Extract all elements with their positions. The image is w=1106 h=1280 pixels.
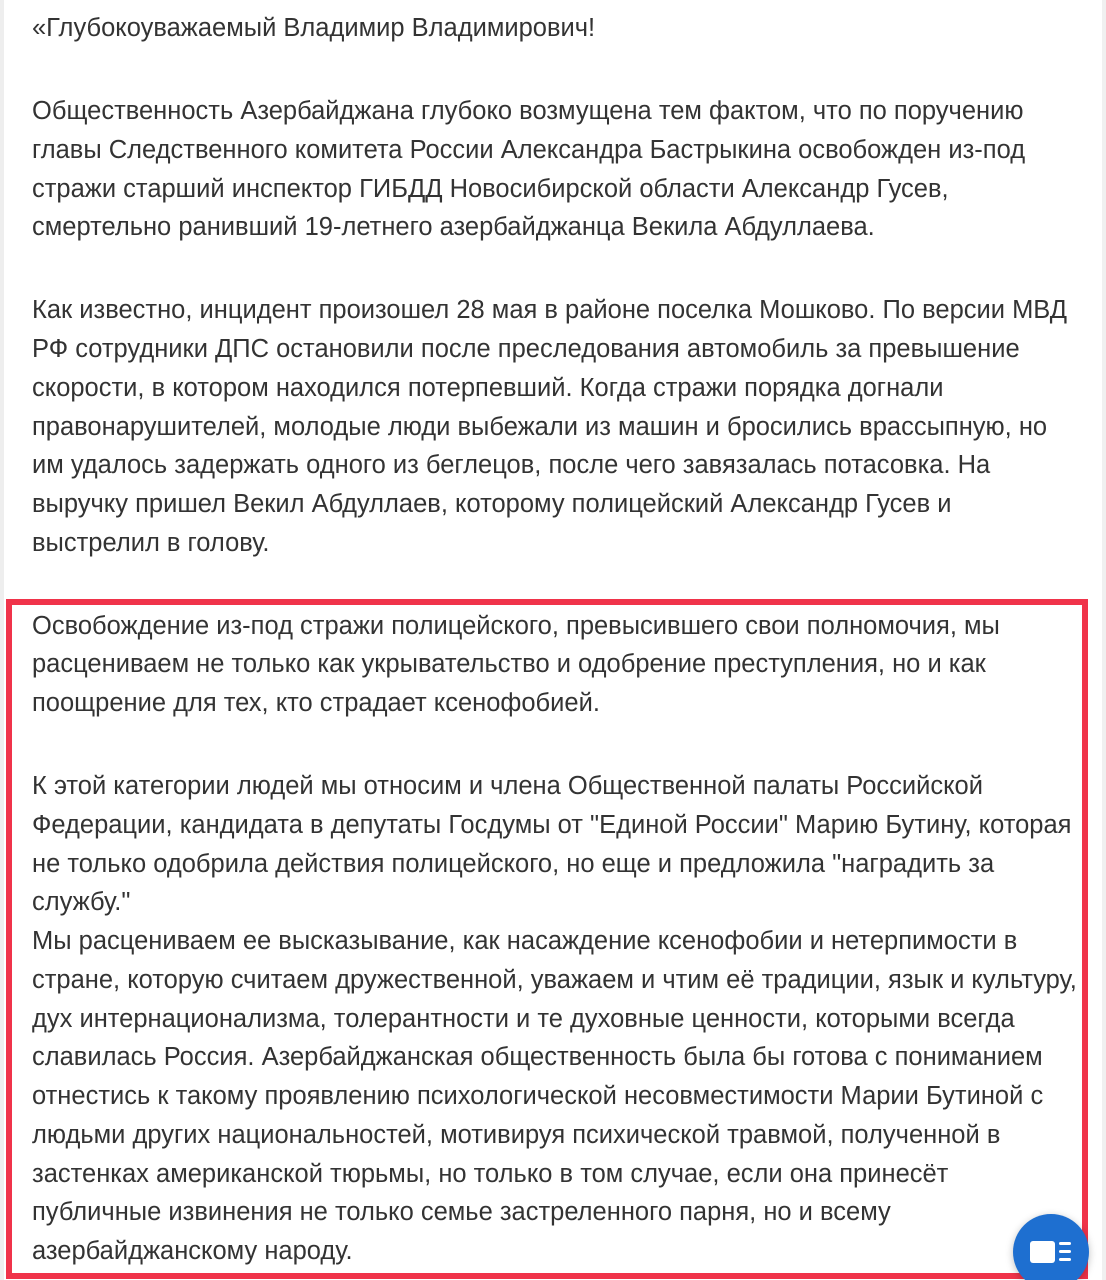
reader-view-button[interactable]	[1013, 1214, 1089, 1280]
paragraph-line: смертельно ранивший 19-летнего азербайджанца Векила Абдуллаева.	[32, 213, 875, 241]
highlighted-line: Федерации, кандидата в депутаты Госдумы от "Единой России" Марию Бутину, которая	[32, 811, 1072, 839]
highlighted-line: людьми других национальностей, мотивируя психической травмой, полученной в	[32, 1121, 1001, 1149]
right-edge-rule	[1102, 0, 1106, 1280]
left-edge-rule	[0, 0, 4, 1280]
paragraph-line: им удалось задержать одного из беглецов, после чего завязалась потасовка. На	[32, 451, 991, 479]
paragraph-line: скорости, в котором находился потерпевший. Когда стражи порядка догнали	[32, 374, 944, 402]
highlighted-line: славилась Россия. Азербайджанская общественность была бы готова с пониманием	[32, 1043, 1043, 1071]
highlighted-line: публичные извинения не только семье застреленного парня, но и всему	[32, 1198, 891, 1226]
paragraph-line: выстрелил в голову.	[32, 529, 270, 557]
highlighted-line: дух интернационализма, толерантности и те духовные ценности, которыми всегда	[32, 1005, 1015, 1033]
highlighted-line: не только одобрила действия полицейского, но еще и предложила "наградить за	[32, 850, 995, 878]
paragraph-line: главы Следственного комитета России Александра Бастрыкина освобожден из-под	[32, 136, 1026, 164]
paragraph-line: правонарушителей, молодые люди выбежали из машин и бросились врассыпную, но	[32, 413, 1048, 441]
paragraph-line: РФ сотрудники ДПС остановили после преследования автомобиль за превышение	[32, 335, 1020, 363]
highlighted-line: азербайджанскому народу.	[32, 1237, 353, 1265]
highlighted-line: отнестись к такому проявлению психологической несовместимости Марии Бутиной с	[32, 1082, 1044, 1110]
highlighted-line: Мы расцениваем ее высказывание, как насаждение ксенофобии и нетерпимости в	[32, 927, 1018, 955]
paragraph-line: выручку пришел Векил Абдуллаев, которому полицейский Александр Гусев и	[32, 490, 952, 518]
highlighted-line: расцениваем не только как укрывательство и одобрение преступления, но и как	[32, 650, 986, 678]
highlighted-line: К этой категории людей мы относим и члена Общественной палаты Российской	[32, 772, 983, 800]
highlighted-line: службу."	[32, 888, 131, 916]
highlighted-line: Освобождение из-под стражи полицейского, превысившего свои полномочия, мы	[32, 612, 1000, 640]
paragraph-line: стражи старший инспектор ГИБДД Новосибирской области Александр Гусев,	[32, 175, 949, 203]
paragraph-line: Как известно, инцидент произошел 28 мая в районе поселка Мошково. По версии МВД	[32, 296, 1068, 324]
reader-view-icon	[1030, 1236, 1074, 1268]
highlighted-line: поощрение для тех, кто страдает ксенофобией.	[32, 689, 600, 717]
paragraph-line: Общественность Азербайджана глубоко возмущена тем фактом, что по поручению	[32, 97, 1024, 125]
greeting-line: «Глубокоуважаемый Владимир Владимирович!	[32, 14, 596, 42]
highlighted-line: застенках американской тюрьмы, но только в том случае, если она принесёт	[32, 1160, 949, 1188]
highlighted-line: стране, которую считаем дружественной, уважаем и чтим её традиции, язык и культуру,	[32, 966, 1077, 994]
